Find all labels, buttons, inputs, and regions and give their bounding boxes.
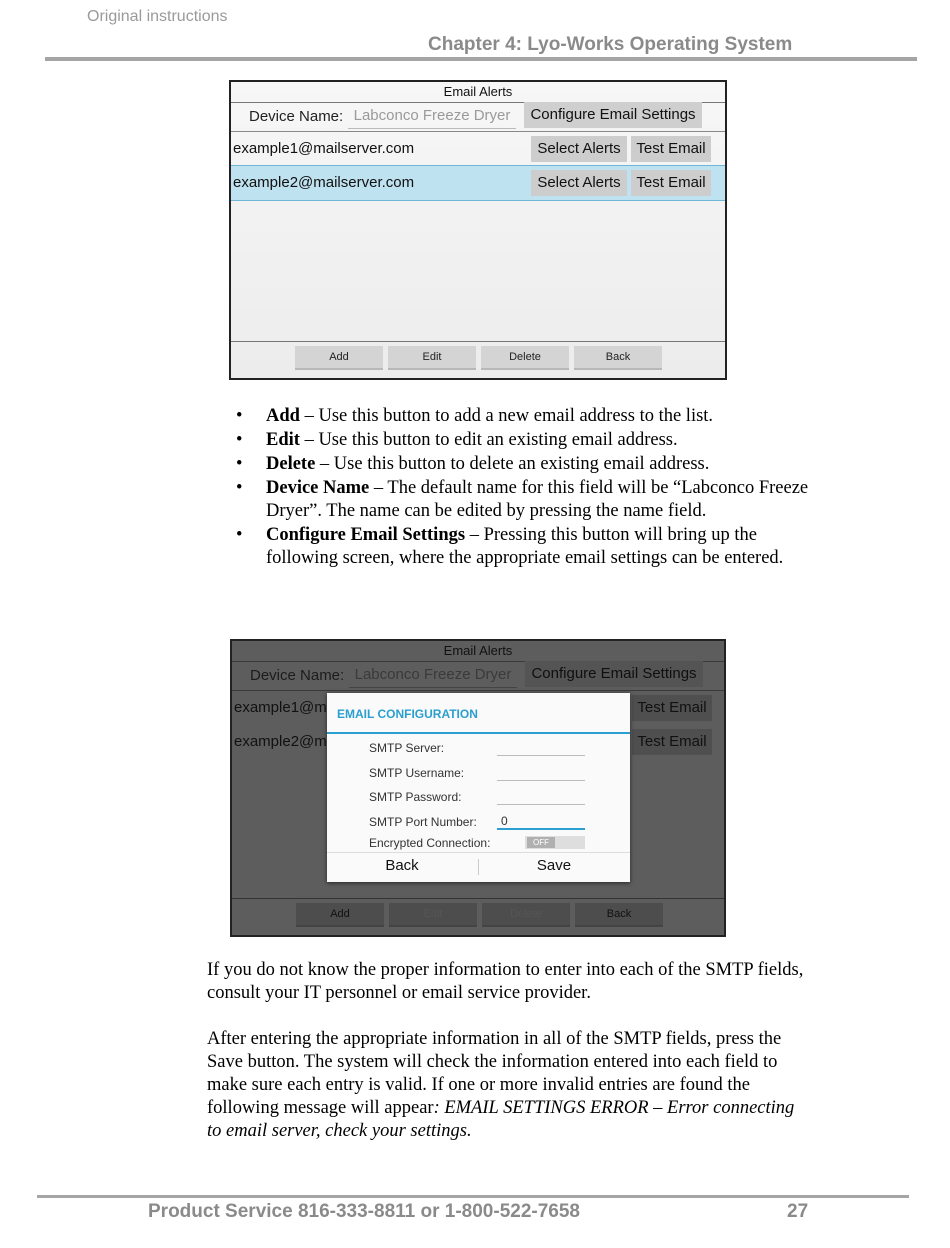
list-item[interactable] <box>231 132 725 166</box>
encrypted-connection-label: Encrypted Connection: <box>369 836 491 850</box>
test-email-button[interactable]: Test Email <box>632 729 712 755</box>
email-alerts-screenshot <box>229 80 727 380</box>
list-item-selected[interactable] <box>231 165 725 201</box>
smtp-port-input[interactable]: 0 <box>497 814 585 830</box>
bullet-item: • Device Name – The default name for this field will be “Labconco Freeze Dryer”. The name can be edited by pressing the name field. <box>236 478 809 521</box>
smtp-port-label: SMTP Port Number: <box>369 815 477 829</box>
configure-email-settings-button[interactable]: Configure Email Settings <box>525 661 703 687</box>
email-configuration-dialog <box>327 693 630 882</box>
device-name-label: Device Name: <box>250 667 345 684</box>
screen-title: Email Alerts <box>232 641 724 662</box>
device-name-field[interactable]: Labconco Freeze Dryer <box>348 104 516 129</box>
chapter-title: Chapter 4: Lyo-Works Operating System <box>428 34 793 55</box>
configure-email-settings-button[interactable]: Configure Email Settings <box>524 102 702 128</box>
test-email-button[interactable]: Test Email <box>631 170 711 196</box>
dialog-title-divider <box>327 732 630 734</box>
dialog-footer-divider <box>327 852 630 853</box>
toggle-state: OFF <box>527 837 555 848</box>
paragraph-save-instructions: After entering the appropriate information in all of the SMTP fields, press the Save button. The system will check the information entered into each field to make sure each entry is valid. If one or more invalid entries are found the following message will appear: EMAIL SETTINGS ERROR – Error connecting to email server, check your settings. <box>207 1029 795 1141</box>
delete-button[interactable]: Delete <box>481 346 569 370</box>
product-service-contact: Product Service 816-333-8811 or 1-800-522-7658 <box>148 1201 580 1222</box>
back-button[interactable]: Back <box>575 903 663 927</box>
email-address: example2@m <box>234 733 327 750</box>
smtp-password-input[interactable] <box>497 790 585 805</box>
original-instructions-label: Original instructions <box>87 8 228 25</box>
bullet-item: • Delete – Use this button to delete an existing email address. <box>236 454 710 474</box>
delete-button[interactable]: Delete <box>482 903 570 927</box>
email-address: example1@m <box>234 699 327 716</box>
paragraph-smtp-help: If you do not know the proper information to enter into each of the SMTP fields, consult your IT personnel or email service provider. <box>207 960 804 1003</box>
bottom-toolbar <box>232 898 724 935</box>
select-alerts-button[interactable]: Select Alerts <box>531 136 627 162</box>
edit-button[interactable]: Edit <box>388 346 476 370</box>
encrypted-connection-toggle[interactable] <box>525 836 585 849</box>
page-number: 27 <box>787 1201 809 1222</box>
test-email-button[interactable]: Test Email <box>632 695 712 721</box>
device-name-label: Device Name: <box>249 108 344 125</box>
test-email-button[interactable]: Test Email <box>631 136 711 162</box>
bullet-item: • Edit – Use this button to edit an existing email address. <box>236 430 678 450</box>
smtp-server-input[interactable] <box>497 741 585 756</box>
add-button[interactable]: Add <box>296 903 384 927</box>
bullet-item: • Add – Use this button to add a new email address to the list. <box>236 406 714 426</box>
device-name-field[interactable]: Labconco Freeze Dryer <box>349 663 517 688</box>
select-alerts-button[interactable]: Select Alerts <box>531 170 627 196</box>
bottom-toolbar <box>231 341 725 378</box>
footer-divider <box>37 1195 909 1198</box>
add-button[interactable]: Add <box>295 346 383 370</box>
email-address: example2@mailserver.com <box>233 174 415 191</box>
bullet-item: • Configure Email Settings – Pressing this button will bring up the following screen, where the appropriate email settings can be entered. <box>236 525 784 568</box>
smtp-password-label: SMTP Password: <box>369 790 462 804</box>
dialog-back-button[interactable]: Back <box>385 857 419 874</box>
email-address: example1@mailserver.com <box>233 140 415 157</box>
dialog-save-button[interactable]: Save <box>536 857 572 874</box>
button-descriptions <box>236 405 816 571</box>
error-message-text: : EMAIL SETTINGS ERROR – Error connecting to email server, check your settings. <box>207 1098 795 1141</box>
dialog-title: EMAIL CONFIGURATION <box>337 707 478 721</box>
back-button[interactable]: Back <box>574 346 662 370</box>
email-configuration-screenshot <box>230 639 726 937</box>
edit-button[interactable]: Edit <box>389 903 477 927</box>
smtp-username-label: SMTP Username: <box>369 766 465 780</box>
smtp-username-input[interactable] <box>497 766 585 781</box>
header-divider <box>45 57 917 61</box>
screen-title: Email Alerts <box>231 82 725 103</box>
smtp-server-label: SMTP Server: <box>369 741 445 755</box>
